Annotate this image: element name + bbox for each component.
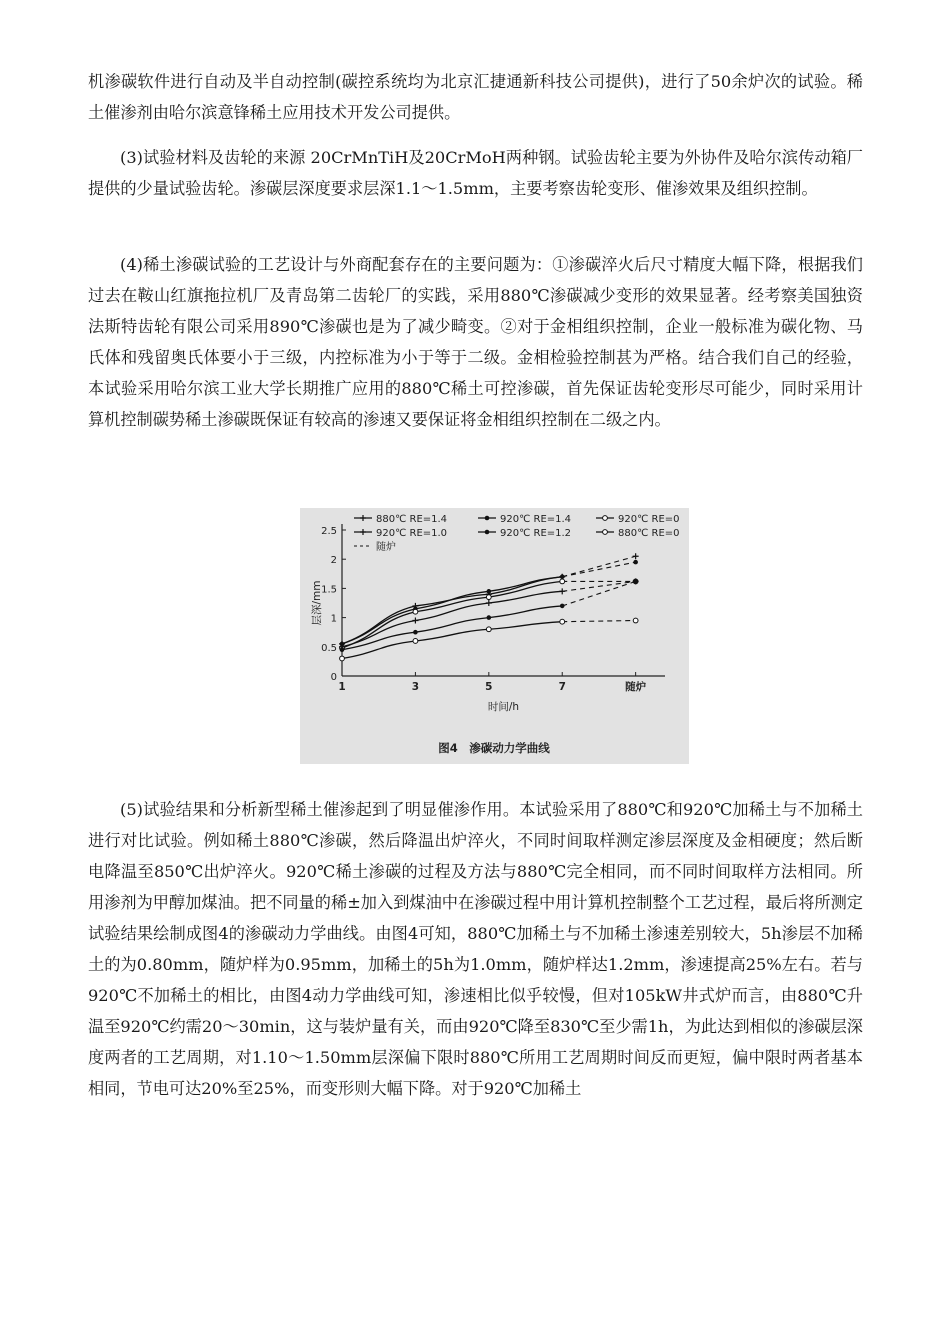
legend-label: 880℃ RE=0 xyxy=(618,528,680,539)
paragraph-3: (4)稀土渗碳试验的工艺设计与外商配套存在的主要问题为：①渗碳淬火后尺寸精度大幅下降，根据我们过去在鞍山红旗拖拉机厂及青岛第二齿轮厂的实践，采用880℃渗碳减少变形的效果显著。经考察美国独资法斯特齿轮有限公司采用890℃渗碳也是为了减少畸变。②对于金相组织控制，企业一般标准为碳化物、马氏体和残留奥氏体要小于三级，内控标准为小于等于二级。金相检验控制甚为严格。结合我们自己的经验，本试验采用哈尔滨工业大学长期推广应用的880℃稀土可控渗碳，首先保证齿轮变形尽可能少，同时采用计算机控制碳势稀土渗碳既保证有较高的渗速又要保证将金相组织控制在二级之内。 xyxy=(88,255,863,429)
series-line-3 xyxy=(342,581,562,648)
data-point-3 xyxy=(486,595,491,600)
legend-label: 920℃ RE=1.2 xyxy=(500,528,572,539)
x-axis-label: 时间/h xyxy=(487,701,520,713)
series-dashed-5 xyxy=(562,581,635,606)
legend-marker xyxy=(485,530,490,535)
data-point-6 xyxy=(560,619,565,624)
y-tick-label: 0.5 xyxy=(321,642,337,654)
y-tick-label: 2.5 xyxy=(321,526,337,537)
x-tick-label: 5 xyxy=(485,681,493,693)
y-tick-label: 1 xyxy=(330,613,337,625)
data-point-6 xyxy=(486,627,491,632)
data-point-5 xyxy=(413,630,418,635)
data-point-5 xyxy=(340,647,345,652)
data-point-6 xyxy=(340,656,345,661)
data-point-2 xyxy=(487,589,492,594)
data-point-4 xyxy=(412,618,418,624)
legend-label: 随炉 xyxy=(376,542,396,553)
data-point-4 xyxy=(486,600,492,606)
y-tick-label: 2 xyxy=(330,555,337,567)
legend-marker xyxy=(360,515,366,521)
legend-label: 880℃ RE=1.4 xyxy=(376,514,448,525)
paragraph-4: (5)试验结果和分析新型稀土催渗起到了明显催渗作用。本试验采用了880℃和920℃加稀土与不加稀土进行对比试验。例如稀土880℃渗碳，然后降温出炉淬火，不同时间取样测定渗层深度及金相硬度；然后断电降温至850℃出炉淬火。920℃稀土渗碳的过程及方法与880℃完全相同，而不同时间取样方法相同。所用渗剂为甲醇加煤油。把不同量的稀±加入到煤油中在渗碳过程中用计算机控制整个工艺过程，最后将所测定试验结果绘制成图4的渗碳动力学曲线。由图4可知，880℃加稀土与不加稀土渗速差别较大，5h渗层不加稀土的为0.80mm，随炉样为0.95mm，加稀土的5h为1.0mm，随炉样达1.2mm，渗速提高25%左右。若与920℃不加稀土的相比，由图4动力学曲线可知，渗速相比似乎较慢，但对105kW井式炉而言，由880℃升温至920℃约需20～30min，这与装炉量有关，而由920℃降至830℃至少需1h，为此达到相似的渗碳层深度两者的工艺周期，对1.10～1.50mm层深偏下限时880℃所用工艺周期时间反而更短，偏中限时两者基本相同，节电可达20%至25%，而变形则大幅下降。对于920℃加稀土 xyxy=(88,800,863,1098)
figure-4 xyxy=(300,508,689,764)
data-point-3 xyxy=(413,609,418,614)
paragraph-2: (3)试验材料及齿轮的来源 20CrMnTiH及20CrMoH两种钢。试验齿轮主要为外协件及哈尔滨传动箱厂提供的少量试验齿轮。渗碳层深度要求层深1.1～1.5mm，主要考察齿轮变形、催渗效果及组织控制。 xyxy=(88,148,863,198)
x-tick-label: 1 xyxy=(338,681,346,693)
legend-marker xyxy=(603,516,608,521)
data-point-2 xyxy=(633,560,638,565)
series-dashed-2 xyxy=(562,562,635,577)
legend-marker xyxy=(603,530,608,535)
x-tick-label: 7 xyxy=(558,681,566,693)
data-point-6 xyxy=(413,639,418,644)
y-tick-label: 1.5 xyxy=(321,584,337,596)
x-tick-label: 随炉 xyxy=(625,681,647,693)
series-dashed-1 xyxy=(562,556,635,576)
kinetics-chart xyxy=(300,508,689,764)
paragraph-1: 机渗碳软件进行自动及半自动控制(碳控系统均为北京汇捷通新科技公司提供)，进行了50余炉次的试验。稀土催渗剂由哈尔滨意锋稀土应用技术开发公司提供。 xyxy=(88,72,863,122)
data-point-5 xyxy=(560,604,565,609)
y-axis-label: 层深/mm xyxy=(311,580,323,626)
legend-label: 920℃ RE=0 xyxy=(618,514,680,525)
data-point-2 xyxy=(560,574,565,579)
legend-label: 920℃ RE=1.4 xyxy=(500,514,572,525)
series-dashed-4 xyxy=(562,581,635,591)
x-tick-label: 3 xyxy=(411,681,420,693)
legend-marker xyxy=(485,516,490,521)
data-point-4 xyxy=(559,588,565,594)
data-point-1 xyxy=(633,553,639,559)
legend-marker xyxy=(360,529,366,535)
data-point-6 xyxy=(633,618,638,623)
data-point-3 xyxy=(560,579,565,584)
figure-caption: 图4 渗碳动力学曲线 xyxy=(438,741,550,755)
legend-label: 920℃ RE=1.0 xyxy=(376,528,448,539)
data-point-5 xyxy=(633,579,638,584)
y-tick-label: 0 xyxy=(330,672,337,683)
series-dashed-6 xyxy=(562,621,635,622)
data-point-5 xyxy=(487,615,492,620)
